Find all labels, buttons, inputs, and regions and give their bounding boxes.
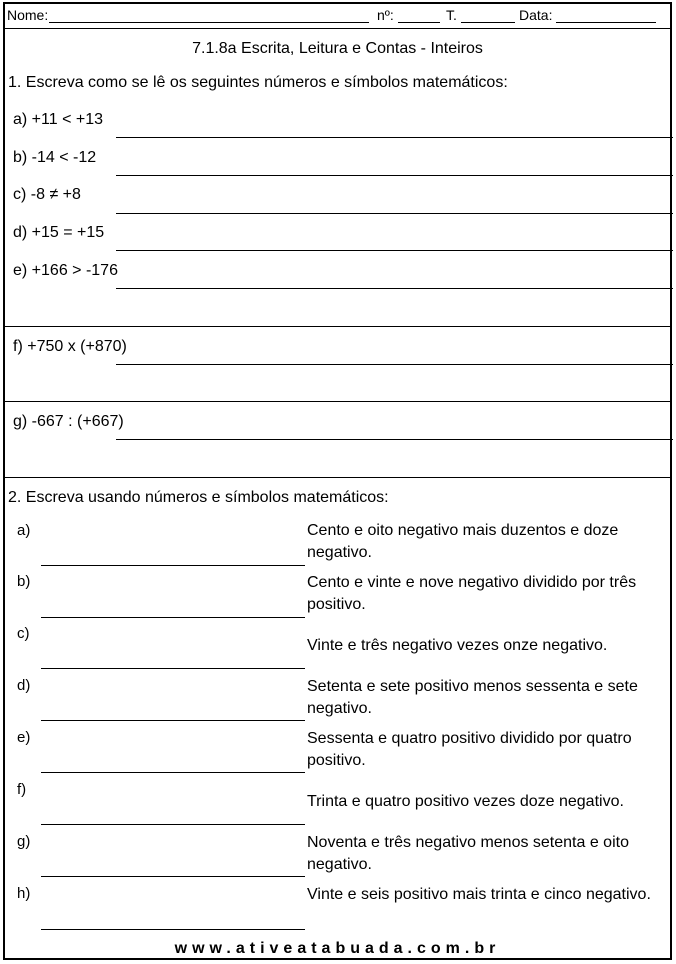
- class-label: T.: [446, 7, 457, 23]
- section2-text-c: Vinte e três negativo vezes onze negativo.: [307, 637, 608, 654]
- section2-label-d: d): [17, 677, 31, 694]
- answer-line-d[interactable]: [116, 250, 673, 251]
- section1-item-d: d) +15 = +15: [13, 224, 105, 241]
- answer-line-a[interactable]: [116, 137, 673, 138]
- section2-text-b: Cento e vinte e nove negativo dividido por três positivo.: [307, 574, 637, 613]
- section-divider: [5, 477, 670, 478]
- divider-f: [5, 401, 670, 402]
- section1-item-e: e) +166 > -176: [13, 262, 118, 279]
- class-field[interactable]: [461, 22, 515, 23]
- answer-line-f[interactable]: [116, 364, 673, 365]
- number-field[interactable]: [398, 22, 440, 23]
- section1-item-a: a) +11 < +13: [13, 111, 103, 128]
- name-field[interactable]: [49, 22, 369, 23]
- section1-item-c: c) -8 ≠ +8: [13, 186, 81, 203]
- section2-heading: 2. Escreva usando números e símbolos matemáticos:: [8, 489, 389, 506]
- name-label: Nome:: [7, 7, 49, 23]
- section2-label-b: b): [17, 573, 31, 590]
- header-divider: [5, 28, 670, 29]
- write-line-b[interactable]: [41, 617, 305, 618]
- date-field[interactable]: [556, 22, 656, 23]
- section2-text-d: Setenta e sete positivo menos sessenta e sete negativo.: [307, 678, 638, 717]
- section2-label-h: h): [17, 885, 31, 902]
- section2-text-a: Cento e oito negativo mais duzentos e doze negativo.: [307, 522, 619, 561]
- section2-label-g: g): [17, 833, 31, 850]
- section1-item-b: b) -14 < -12: [13, 149, 97, 166]
- page-title: 7.1.8a Escrita, Leitura e Contas - Inteiros: [192, 40, 483, 57]
- answer-line-g[interactable]: [116, 439, 673, 440]
- section2-label-e: e): [17, 729, 31, 746]
- answer-line-e[interactable]: [116, 288, 673, 289]
- section2-label-a: a): [17, 522, 31, 539]
- answer-line-b[interactable]: [116, 175, 673, 176]
- section2-label-f: f): [17, 781, 27, 798]
- write-line-g[interactable]: [41, 876, 305, 877]
- footer-website: www.ativeatabuada.com.br: [174, 940, 501, 957]
- divider-e: [5, 326, 670, 327]
- number-label: nº:: [377, 7, 394, 23]
- section1-heading: 1. Escreva como se lê os seguintes números e símbolos matemáticos:: [8, 74, 508, 91]
- section1-item-f: f) +750 x (+870): [13, 338, 127, 355]
- write-line-c[interactable]: [41, 668, 305, 669]
- section1-item-g: g) -667 : (+667): [13, 413, 124, 430]
- write-line-d[interactable]: [41, 720, 305, 721]
- section2-text-h: Vinte e seis positivo mais trinta e cinco negativo.: [307, 886, 651, 903]
- section2-label-c: c): [17, 625, 30, 642]
- date-label: Data:: [519, 7, 553, 23]
- write-line-f[interactable]: [41, 824, 305, 825]
- section2-text-e: Sessenta e quatro positivo dividido por quatro positivo.: [307, 730, 632, 769]
- write-line-a[interactable]: [41, 565, 305, 566]
- write-line-e[interactable]: [41, 772, 305, 773]
- worksheet: [3, 2, 672, 960]
- write-line-h[interactable]: [41, 929, 305, 930]
- section2-text-f: Trinta e quatro positivo vezes doze negativo.: [307, 793, 624, 810]
- answer-line-c[interactable]: [116, 213, 673, 214]
- section2-text-g: Noventa e três negativo menos setenta e oito negativo.: [307, 834, 629, 873]
